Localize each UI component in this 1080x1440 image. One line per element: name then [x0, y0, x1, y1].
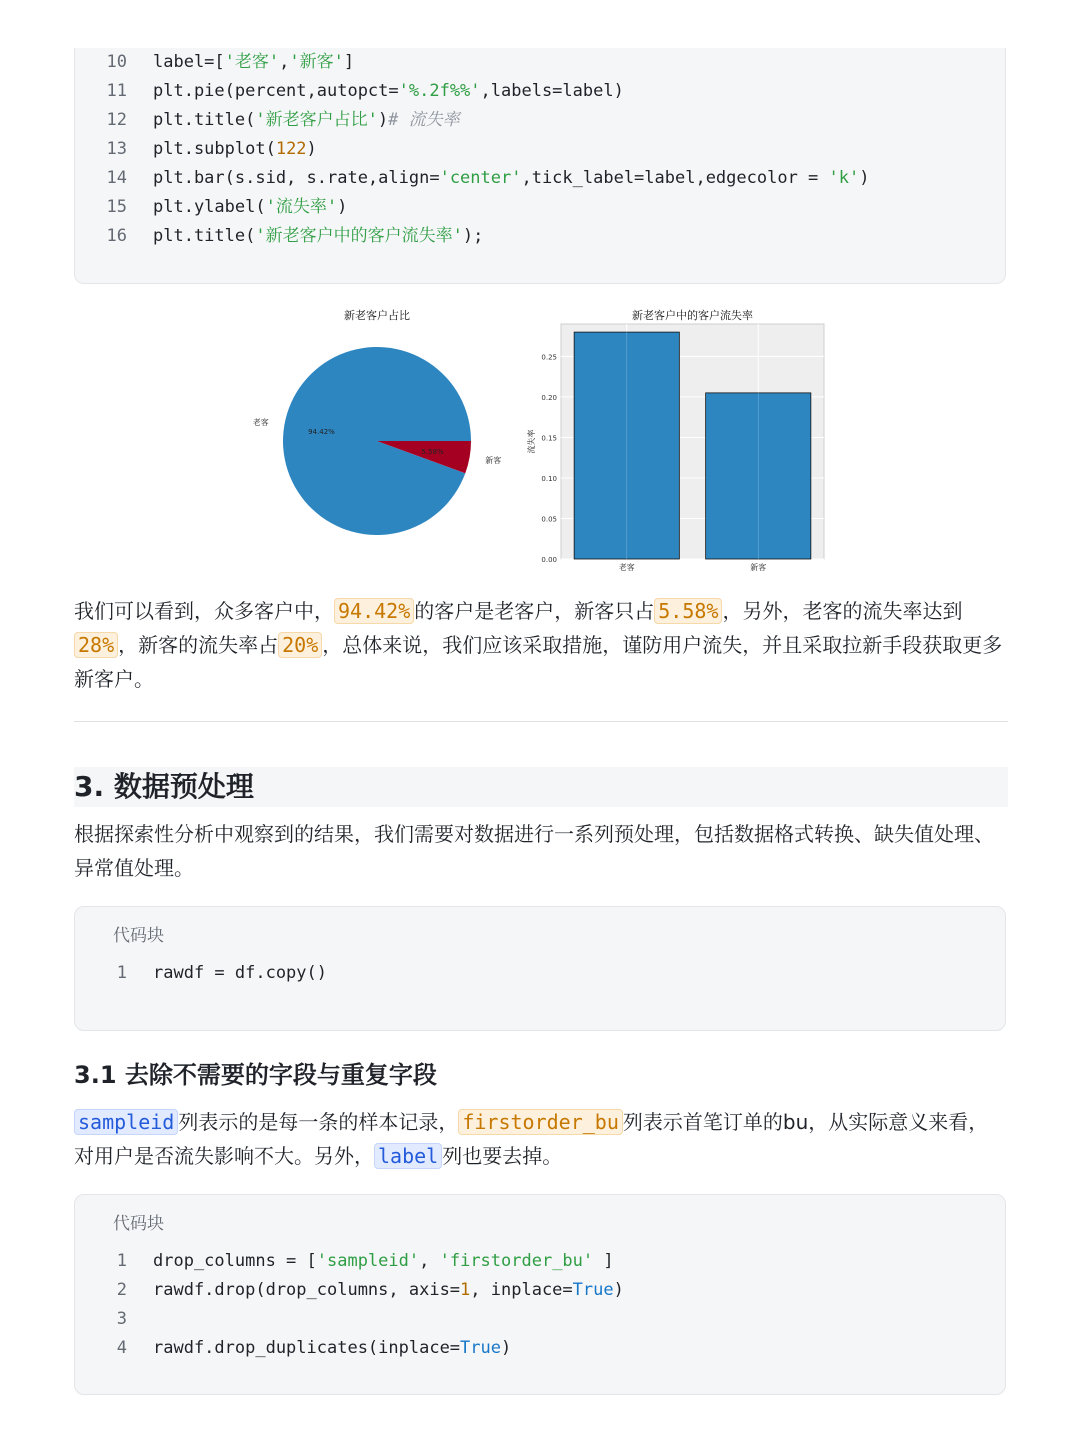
y-axis-label: 流失率 — [527, 429, 536, 454]
inline-code-label: label — [374, 1143, 442, 1169]
summary-text: ，总体来说，我们应该采取措施，谨防用户流失，并且采取拉新手段获取更多新客户。 — [74, 633, 1003, 691]
code-token: ); — [462, 226, 484, 246]
pie-title: 新老客户占比 — [344, 309, 410, 322]
code-token: ,labels=label) — [480, 81, 624, 101]
pie-slice — [283, 347, 471, 535]
code-token: True — [460, 1338, 501, 1358]
code-token: , — [419, 1251, 440, 1271]
code-token: plt.title( — [153, 110, 256, 130]
code-token: ] — [593, 1251, 614, 1271]
code-token: plt.subplot( — [153, 139, 276, 159]
code-token: 122 — [275, 139, 307, 159]
code-text — [153, 193, 347, 222]
summary-text: 的客户是老客户，新客只占 — [414, 599, 655, 623]
code-block-copy — [74, 906, 1006, 1031]
section-3-1-heading: 3.1 去除不需要的字段与重复字段 — [74, 1061, 437, 1089]
bar-title: 新老客户中的客户流失率 — [632, 309, 753, 322]
line-number: 1 — [116, 963, 127, 983]
line-number: 10 — [106, 52, 127, 72]
pie-value-label: 5.58% — [421, 447, 444, 456]
code-text — [153, 222, 483, 251]
line-number: 3 — [116, 1309, 127, 1329]
line-number: 4 — [116, 1338, 127, 1358]
line-number: 16 — [106, 226, 127, 246]
section-3-heading: 3. 数据预处理 — [74, 767, 1008, 807]
inline-code-firstorder-bu: firstorder_bu — [458, 1109, 623, 1135]
line-number: 1 — [116, 1251, 127, 1271]
summary-text: ，新客的流失率占 — [118, 633, 279, 657]
code-token: ) — [859, 168, 870, 188]
line-number: 15 — [106, 197, 127, 217]
code-text — [153, 959, 327, 988]
summary-text: 我们可以看到，众多客户中， — [74, 599, 334, 623]
highlight-old-churn: 28% — [74, 632, 118, 658]
code-text — [153, 164, 869, 193]
highlight-new-churn: 20% — [278, 632, 322, 658]
line-number: 2 — [116, 1280, 127, 1300]
code-token: 'center' — [439, 168, 522, 188]
inline-code-sampleid: sampleid — [74, 1109, 178, 1135]
code-token: plt.title( — [153, 226, 256, 246]
code-token: '老客' — [224, 52, 280, 72]
highlight-new-share: 5.58% — [654, 598, 722, 624]
code-token: , — [279, 52, 290, 72]
code-token: ) — [337, 197, 348, 217]
code-token: '流失率' — [265, 197, 338, 217]
code-token: plt.bar(s.sid, s.rate,align= — [153, 168, 440, 188]
code-token: ] — [343, 52, 355, 72]
summary-paragraph — [74, 594, 1008, 696]
y-tick-label: 0.00 — [541, 556, 557, 564]
code-text — [153, 48, 354, 77]
line-number: 14 — [106, 168, 127, 188]
section-3-paragraph: 根据探索性分析中观察到的结果，我们需要对数据进行一系列预处理，包括数据格式转换、缺失值处理、异常值处理。 — [74, 822, 994, 880]
code-token: ) — [501, 1338, 512, 1358]
code-text — [153, 77, 624, 106]
code-token: rawdf.drop_duplicates(inplace= — [153, 1338, 461, 1358]
code-text — [153, 1276, 624, 1305]
x-tick-label: 新客 — [750, 563, 767, 572]
code-token: True — [572, 1280, 614, 1300]
code-block-drop — [74, 1194, 1006, 1395]
code-token: , inplace= — [470, 1280, 573, 1300]
line-number: 12 — [106, 110, 127, 130]
code-token: drop_columns = [ — [153, 1251, 317, 1271]
code-token: ) — [306, 139, 317, 159]
code-block-label: 代码块 — [113, 1214, 164, 1234]
code-token: ,tick_label=label,edgecolor = — [521, 168, 829, 188]
line-number: 11 — [106, 81, 127, 101]
code-token: plt.pie(percent,autopct= — [153, 81, 399, 101]
paragraph-text: 列表示首笔订单的bu，从实际意义来看，对用户是否流失影响不大。另外， — [74, 1110, 989, 1168]
pie-value-label: 94.42% — [308, 428, 335, 437]
code-token: 1 — [460, 1280, 471, 1300]
code-token: ) — [613, 1280, 624, 1300]
code-token: '新客' — [289, 52, 344, 72]
code-token: '%.2f%%' — [398, 81, 481, 101]
code-text — [153, 135, 317, 164]
code-text — [153, 1334, 511, 1363]
code-text — [153, 106, 460, 135]
pie-category-label: 老客 — [252, 417, 269, 427]
section-3-1-paragraph — [74, 1105, 1008, 1173]
code-token: 'firstorder_bu' — [439, 1251, 594, 1271]
code-token: '新老客户中的客户流失率' — [255, 226, 463, 246]
highlight-old-share: 94.42% — [334, 598, 414, 624]
pie-category-label: 新客 — [485, 456, 502, 466]
code-token: ) — [377, 110, 389, 130]
code-token: rawdf = df.copy() — [153, 963, 327, 983]
line-number: 13 — [106, 139, 127, 159]
y-tick-label: 0.25 — [541, 353, 557, 362]
x-tick-label: 老客 — [618, 563, 635, 572]
y-tick-label: 0.05 — [541, 515, 557, 524]
code-token: label=[ — [153, 52, 225, 72]
charts-figure — [230, 298, 850, 578]
bar-chart — [526, 308, 824, 572]
paragraph-text: 列表示的是每一条的样本记录， — [178, 1110, 459, 1134]
code-block-top — [74, 48, 1006, 284]
code-token: 'k' — [828, 168, 860, 188]
y-tick-label: 0.20 — [541, 393, 557, 402]
summary-text: ，另外，老客的流失率达到 — [722, 599, 963, 623]
code-token: plt.ylabel( — [153, 197, 266, 217]
paragraph-text: 列也要去掉。 — [442, 1144, 563, 1168]
code-text — [153, 1247, 614, 1276]
code-block-label: 代码块 — [113, 926, 164, 946]
code-token: # 流失率 — [388, 110, 460, 130]
code-token: '新老客户占比' — [255, 110, 378, 130]
y-tick-label: 0.10 — [541, 474, 557, 483]
code-token: 'sampleid' — [316, 1251, 420, 1271]
y-tick-label: 0.15 — [541, 434, 557, 443]
section-divider — [74, 721, 1008, 722]
code-token: rawdf.drop(drop_columns, axis= — [153, 1280, 461, 1300]
pie-chart — [253, 308, 502, 535]
